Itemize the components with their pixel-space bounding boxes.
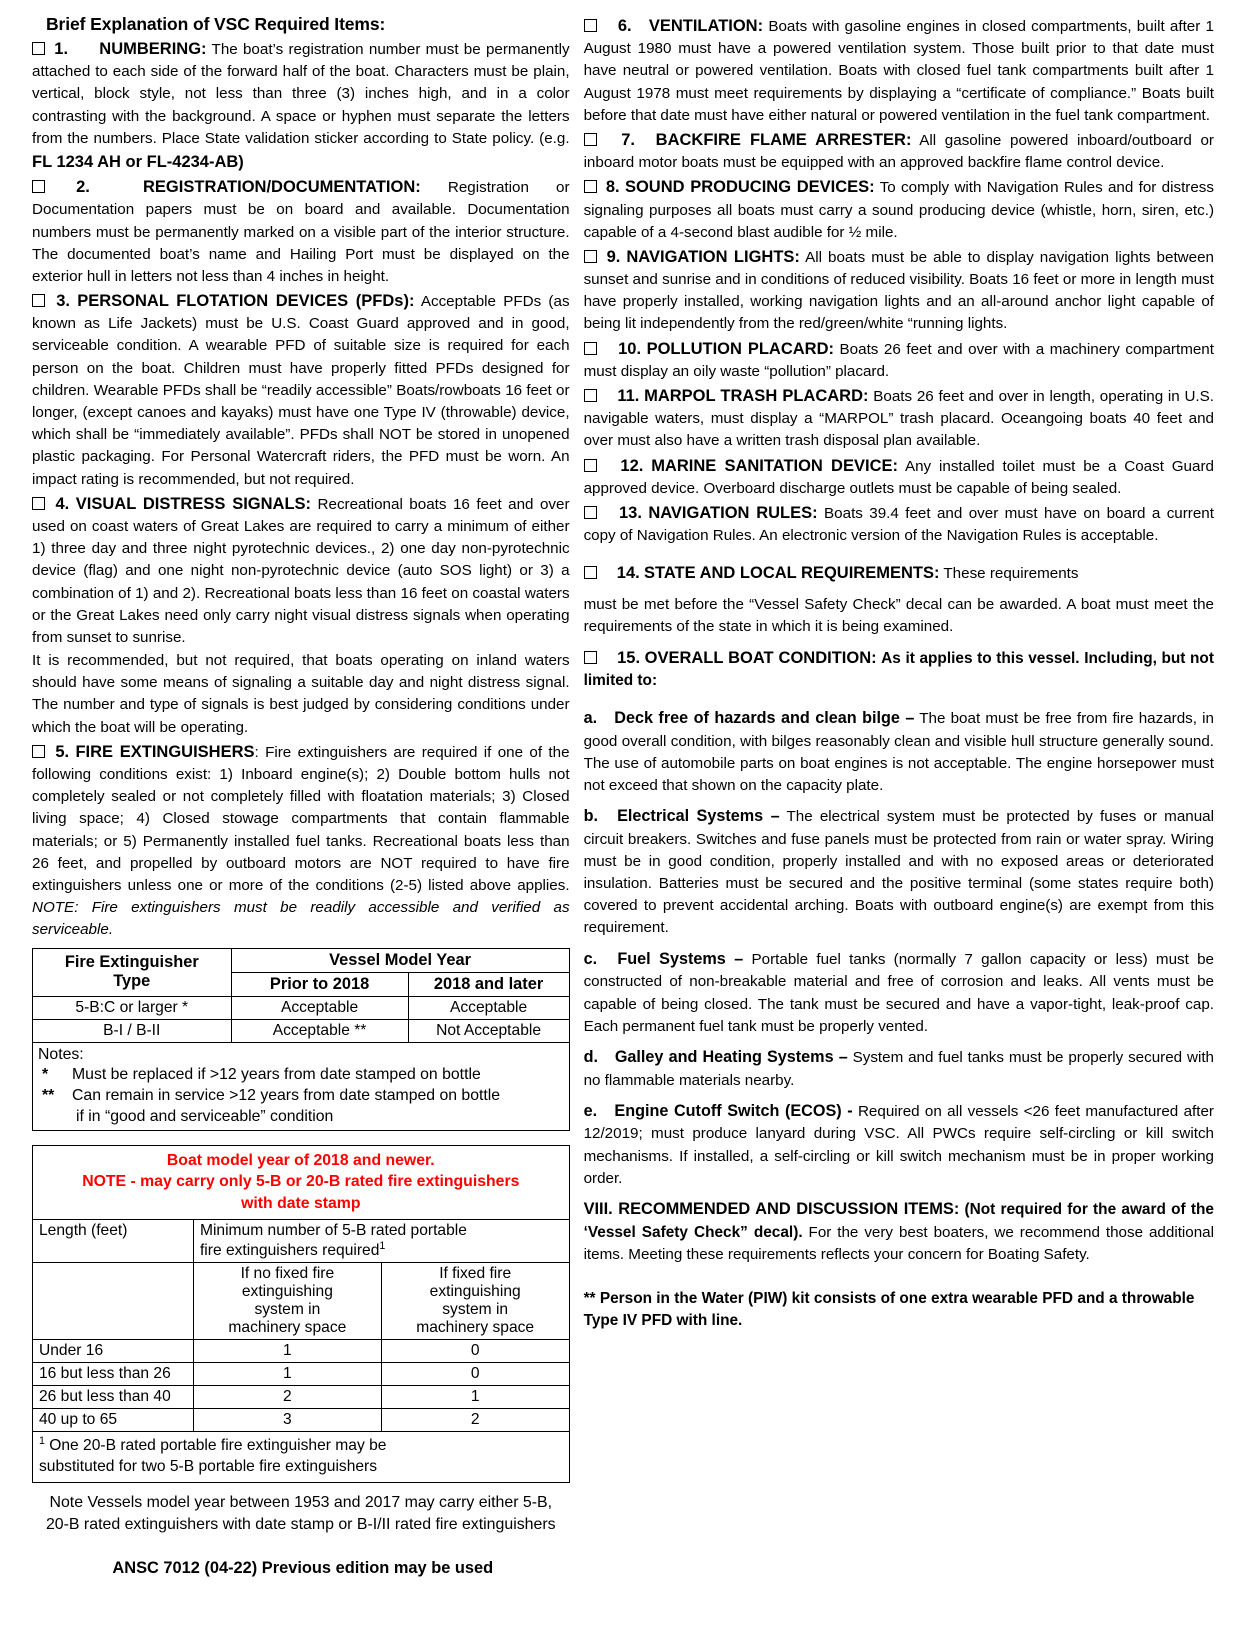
- subitem-b-title: Electrical Systems –: [617, 807, 780, 826]
- item-9-number: 9.: [606, 247, 621, 266]
- item-10-number: 10.: [618, 339, 642, 358]
- subitem-d-title: Galley and Heating Systems –: [614, 1047, 848, 1066]
- item-4-number: 4.: [55, 494, 70, 513]
- subitem-c-title: Fuel Systems –: [617, 949, 744, 968]
- checkbox-item-11[interactable]: [584, 389, 597, 402]
- table-row: [33, 996, 570, 1019]
- item-5-number: 5.: [55, 742, 70, 761]
- minimum-extinguishers-table: [32, 1145, 570, 1483]
- header-vessel-model-year: Vessel Model Year: [231, 948, 569, 972]
- item-4-body-continued: It is recommended, but not required, that boats operating on inland waters should have some means of signaling a suitable day and night distress signal. The number and type of signals is best judged by considering conditions under which the boat will be operating.: [32, 652, 570, 736]
- item-6-body: Boats with gasoline engines in closed compartments, built after 1 August 1980 must have a powered ventilation system. Those built prior to that date must have neutral or powered ventilation. Boats with closed fuel tank compartments built after 1 August 1978 must meet requirements by displaying a “certificate of compliance.” Boats built before that date must have either natural or powered ventilation in the fuel tank compartment.: [583, 18, 1214, 124]
- item-15-title: OVERALL BOAT CONDITION:: [644, 648, 877, 667]
- item-7-title: BACKFIRE FLAME ARRESTER:: [655, 130, 912, 149]
- item-4-body: Recreational boats 16 feet and over used on coast waters of Great Lakes are required to carry a minimum of either 1) three day and three night pyrotechnic devices., 2) one day non-pyrotechnic device (flag) and one night non-pyrotechnic device (auto SOS light) or 3) a combination of 1) and 2). Recreational boats less than 16 feet on coastal waters or the Great Lakes need only carry night visual distress signals when operating from sunset to sunrise.: [32, 495, 570, 646]
- item-12-body: Any installed toilet must be a Coast Guard approved device. Overboard discharge outlets must be capable of being sealed.: [583, 457, 1214, 497]
- item-15-body: As it applies to this vessel. Including, but not limited to:: [583, 649, 1214, 690]
- requirement-item-13: [584, 501, 1214, 547]
- table-row-footnote: [33, 1432, 570, 1483]
- section-viii-body: For the very best boaters, we recommend those additional items. Meeting these requirements reflects your concern for Boating Safety.: [583, 1223, 1214, 1264]
- nofixed-line-1: If no fixed fire: [240, 1265, 335, 1282]
- requirement-item-11: [584, 384, 1214, 453]
- item-1-body: The boat’s registration number must be permanently attached to each side of the forward half of the boat. Characters must be plain, vertical, block style, not less than three (3) inches high, and in a color contrasting with the background. A space or hyphen must separate the letters from the numbers. Place State validation sticker according to State policy. (e.g.: [32, 41, 570, 147]
- requirement-item-14: [584, 561, 1214, 585]
- item-9-title: NAVIGATION LIGHTS:: [626, 247, 800, 266]
- item-6-number: 6.: [617, 17, 632, 35]
- item-2-number: 2.: [76, 178, 90, 197]
- subitem-a: [584, 707, 1214, 797]
- footnote-line-1: One 20-B rated portable fire extinguisher may be: [44, 1437, 387, 1455]
- requirement-item-6: [584, 14, 1214, 127]
- red-line-1: Boat model year of 2018 and newer.: [166, 1151, 435, 1169]
- requirement-item-8: [584, 175, 1214, 244]
- item-11-body: Boats 26 feet and over in length, operating in U.S. navigable waters, must display a “MARPOL” trash placard. Oceangoing boats 40 feet and over must also have a written trash disposal plan available.: [583, 388, 1214, 450]
- item-5-body: : Fire extinguishers are required if one of the following conditions exist: 1) Inboard engine(s); 2) Double bottom hulls not completely sealed or not completely filled with floatation materials; 3) Closed living space; 4) Closed stowage compartments that contain flammable materials; or 5) Permanently installed fuel tanks. Recreational boats less than 26 feet, and propelled by outboard motors are NOT required to have fire extinguishers unless one or more of the conditions (2-5) listed above applies.: [32, 743, 570, 894]
- item-6-title: VENTILATION:: [648, 17, 764, 35]
- fixed-line-1: If fixed fire: [439, 1265, 512, 1282]
- footnote-line-2: substituted for two 5-B portable fire extinguishers: [39, 1458, 378, 1476]
- table-row: [33, 1386, 570, 1409]
- red-warning-header: [33, 1145, 570, 1219]
- page-title: Brief Explanation of VSC Required Items:: [46, 14, 386, 34]
- cell-fixed-2: 1: [381, 1386, 569, 1409]
- form-id-footer: ANSC 7012 (04-22) Previous edition may be used: [112, 1558, 494, 1577]
- item-5-note: NOTE: Fire extinguishers must be readily accessible and verified as serviceable.: [32, 899, 570, 939]
- item-12-number: 12.: [620, 456, 644, 475]
- subitem-d-body: System and fuel tanks must be properly secured with no flammable materials nearby.: [583, 1048, 1214, 1089]
- note-line-2: 20-B rated extinguishers with date stamp or B-I/II rated fire extinguishers: [45, 1516, 556, 1534]
- item-1-example: FL 1234 AH or FL-4234-AB): [32, 152, 244, 171]
- min-line-2-wrap: [200, 1240, 563, 1260]
- nofixed-line-2: extinguishing: [241, 1283, 333, 1300]
- red-line-2: NOTE - may carry only 5-B or 20-B rated fire extinguishers: [82, 1173, 520, 1191]
- requirement-item-9: [584, 245, 1214, 336]
- note-dstar-marker: **: [42, 1087, 55, 1105]
- checkbox-item-3[interactable]: [32, 294, 45, 307]
- checkbox-item-9[interactable]: [584, 250, 597, 263]
- cell-prior-1: Acceptable **: [231, 1019, 408, 1042]
- checkbox-item-14[interactable]: [584, 566, 597, 579]
- checkbox-item-2[interactable]: [32, 180, 45, 193]
- checkbox-item-6[interactable]: [584, 19, 597, 32]
- checkbox-item-15[interactable]: [584, 651, 597, 664]
- subitem-e-title: Engine Cutoff Switch (ECOS) -: [614, 1101, 853, 1120]
- subitem-e: [584, 1100, 1214, 1190]
- requirement-item-12: [584, 454, 1214, 500]
- header-fixed-system: [381, 1263, 569, 1340]
- requirement-item-15: [584, 646, 1214, 693]
- cell-fixed-3: 2: [381, 1409, 569, 1432]
- table-row: [33, 1409, 570, 1432]
- cell-later-1: Not Acceptable: [408, 1019, 569, 1042]
- subitem-b-letter: b.: [583, 807, 598, 826]
- table-row: [33, 1019, 570, 1042]
- requirement-item-3: [32, 289, 570, 491]
- checkbox-item-1[interactable]: [32, 42, 45, 55]
- cell-nofixed-0: 1: [193, 1340, 381, 1363]
- item-11-title: MARPOL TRASH PLACARD:: [644, 387, 869, 405]
- item-14-body: These requirements: [943, 565, 1079, 583]
- table-row-red-header: [33, 1145, 570, 1219]
- item-13-title: NAVIGATION RULES:: [648, 503, 818, 522]
- table-row: [33, 1340, 570, 1363]
- nofixed-line-3: system in: [254, 1301, 321, 1318]
- item-3-title: PERSONAL FLOTATION DEVICES (PFDs):: [77, 292, 415, 311]
- item-1-number: 1.: [54, 40, 69, 58]
- subitem-a-body: The boat must be free from fire hazards, in good overall condition, with bilges reasonably clean and visible hull structure generally sound. The use of automobile parts on boat engines is not acceptable. The engine horsepower must not exceed that shown on the capacity plate.: [583, 709, 1214, 794]
- item-15-number: 15.: [617, 648, 641, 667]
- requirement-item-2: [32, 175, 570, 288]
- subitem-c: [584, 948, 1214, 1038]
- cell-later-0: Acceptable: [408, 996, 569, 1019]
- item-4-title: VISUAL DISTRESS SIGNALS:: [75, 494, 312, 513]
- left-column: [14, 14, 576, 1646]
- subitem-b-body: The electrical system must be protected by fuses or manual circuit breakers. Switches and fuse panels must be protected from rain or water spray. Wiring must be in good condition, properly installed and with no exposed areas or deteriorated insulation. Batteries must be secured and the positive terminal (some states require both) covered to prevent accidental arching. Boats with outboard engine(s) are exempt from this requirement.: [583, 808, 1214, 937]
- note-single-star: [38, 1065, 564, 1086]
- vessels-model-year-note: [32, 1492, 570, 1537]
- section-viii: [584, 1198, 1214, 1267]
- subitem-e-body: Required on all vessels <26 feet manufactured after 12/2019; must produce lanyard during VSC. All PWCs require self-circling or kill switch mechanisms. If installed, a self-circling or kill switch mechanism must be in proper working order.: [583, 1102, 1214, 1187]
- min-line-1: Minimum number of 5-B rated portable: [199, 1221, 467, 1239]
- requirement-item-5: [32, 740, 570, 942]
- cell-type-0: 5-B:C or larger *: [33, 996, 232, 1019]
- header-extinguisher-type: [33, 948, 232, 996]
- checkbox-item-8[interactable]: [584, 180, 597, 193]
- checkbox-item-13[interactable]: [584, 506, 597, 519]
- header-line-2: Type: [113, 972, 151, 990]
- item-11-number: 11.: [617, 387, 640, 405]
- item-9-body: All boats must be able to display navigation lights between sunset and sunrise and in conditions of reduced visibility. Boats 16 feet or more in length must have properly installed, working navigation lights and an all-around anchor light capable of being lit independently from the red/green/white “running lights.: [583, 248, 1214, 333]
- subitem-b: [584, 805, 1214, 940]
- subitem-e-letter: e.: [583, 1101, 598, 1120]
- table-row: [33, 1363, 570, 1386]
- header-length-feet: Length (feet): [33, 1219, 194, 1262]
- subitem-d-letter: d.: [583, 1047, 598, 1066]
- requirement-item-4: [32, 492, 570, 649]
- note-star-text: Must be replaced if >12 years from date stamped on bottle: [72, 1066, 481, 1084]
- cell-length-3: 40 up to 65: [33, 1409, 194, 1432]
- note-double-star: [38, 1086, 564, 1107]
- subitem-c-body: Portable fuel tanks (normally 7 gallon capacity or less) must be constructed of non-breakable material and free of corrosion and leaks. All vents must be capable of being closed. The tank must be secured and have a vapor-tight, leak-proof cap. Each permanent fuel tank must be properly vented.: [583, 950, 1214, 1035]
- cell-length-0: Under 16: [33, 1340, 194, 1363]
- footnote-line-1-wrap: [39, 1434, 563, 1456]
- fixed-line-3: system in: [442, 1301, 509, 1318]
- checkbox-item-10[interactable]: [584, 342, 597, 355]
- table-row-notes: [33, 1042, 570, 1130]
- section-viii-heading: VIII. RECOMMENDED AND DISCUSSION ITEMS:: [583, 1199, 960, 1218]
- subitem-a-letter: a.: [583, 708, 598, 727]
- item-13-body: Boats 39.4 feet and over must have on board a current copy of Navigation Rules. An electronic version of the Navigation Rules is acceptable.: [583, 504, 1214, 545]
- fire-extinguisher-type-table: [32, 948, 570, 1131]
- checkbox-item-5[interactable]: [32, 745, 45, 758]
- section-viii-bold-note: (Not required for the award of the ‘Vessel Safety Check” decal).: [583, 1200, 1214, 1241]
- item-10-body: Boats 26 feet and over with a machinery compartment must display an oily waste “pollution” placard.: [583, 340, 1214, 380]
- item-3-body: Acceptable PFDs (as known as Life Jackets) must be U.S. Coast Guard approved and in good, serviceable condition. A wearable PFD of suitable size is required for each person on the boat. Children must have properly fitted PFDs designed for children. Wearable PFDs shall be “readily accessible” Boats/rowboats 16 feet or longer, (except canoes and kayaks) must have one Type IV (throwable) device, which shall be “immediately available”. PFDs shall NOT be stored in unopened plastic packaging. For Personal Watercraft riders, the PFD must be worn. An impact rating is recommended, but not required.: [32, 293, 570, 488]
- item-8-title: SOUND PRODUCING DEVICES:: [624, 178, 875, 197]
- subitem-a-title: Deck free of hazards and clean bilge –: [614, 708, 915, 727]
- item-1-title: NUMBERING:: [99, 40, 207, 58]
- header-blank: [33, 1263, 194, 1340]
- item-5-title: FIRE EXTINGUISHERS: [75, 742, 255, 761]
- note-dstar-text: Can remain in service >12 years from date stamped on bottle: [72, 1087, 501, 1105]
- note-dstar-text-2: if in “good and serviceable” condition: [76, 1108, 334, 1126]
- note-line-1: Note Vessels model year between 1953 and 2017 may carry either 5-B,: [49, 1493, 553, 1511]
- nofixed-line-4: machinery space: [228, 1319, 347, 1336]
- table-row-subheader-2: [33, 1263, 570, 1340]
- cell-fixed-0: 0: [381, 1340, 569, 1363]
- item-3-number: 3.: [56, 292, 70, 311]
- item-2-body: Registration or Documentation papers must be on board and available. Documentation numbers must be permanently marked on a visible part of the interior structure. The documented boat’s name and Hailing Port must be displayed on the exterior hull in letters not less than 4 inches in height.: [32, 179, 570, 285]
- extinguisher-notes: [33, 1042, 570, 1130]
- table-row-header-1: [33, 948, 570, 972]
- right-column: [576, 14, 1224, 1646]
- cell-nofixed-3: 3: [193, 1409, 381, 1432]
- header-2018-later: 2018 and later: [408, 972, 569, 996]
- item-10-title: POLLUTION PLACARD:: [646, 339, 834, 358]
- requirement-item-10: [584, 337, 1214, 383]
- item-14-number: 14.: [616, 564, 640, 583]
- cell-length-1: 16 but less than 26: [33, 1363, 194, 1386]
- min-line-2: fire extinguishers required: [199, 1242, 380, 1259]
- subitem-c-letter: c.: [583, 949, 598, 968]
- item-2-title: REGISTRATION/DOCUMENTATION:: [143, 178, 421, 197]
- checkbox-item-7[interactable]: [584, 133, 597, 146]
- item-12-title: MARINE SANITATION DEVICE:: [651, 456, 898, 475]
- note-star-marker: *: [42, 1066, 49, 1084]
- min-superscript: 1: [379, 1239, 386, 1252]
- header-line-1: Fire Extinguisher: [64, 953, 199, 971]
- item-14-body-continued: must be met before the “Vessel Safety Check” decal can be awarded. A boat must meet the requirements of the state in which it is being examined.: [583, 595, 1214, 635]
- cell-prior-0: Acceptable: [231, 996, 408, 1019]
- cell-nofixed-1: 1: [193, 1363, 381, 1386]
- item-8-number: 8.: [605, 178, 620, 197]
- checkbox-item-12[interactable]: [584, 459, 597, 472]
- item-7-body: All gasoline powered inboard/outboard or inboard motor boats must be equipped with an approved backfire flame control device.: [583, 131, 1214, 172]
- item-14-title: STATE AND LOCAL REQUIREMENTS:: [643, 564, 940, 583]
- cell-type-1: B-I / B-II: [33, 1019, 232, 1042]
- cell-fixed-1: 0: [381, 1363, 569, 1386]
- cell-nofixed-2: 2: [193, 1386, 381, 1409]
- fixed-line-4: machinery space: [416, 1319, 535, 1336]
- requirement-item-7: [584, 128, 1214, 174]
- minimum-table-footnote: [33, 1432, 570, 1483]
- fixed-line-2: extinguishing: [429, 1283, 521, 1300]
- item-13-number: 13.: [618, 503, 642, 522]
- subitem-d: [584, 1046, 1214, 1092]
- notes-label: Notes:: [38, 1045, 84, 1063]
- header-minimum-number: [193, 1219, 569, 1262]
- item-8-body: To comply with Navigation Rules and for distress signaling purposes all boats must carry a sound producing device (whistle, horn, siren, etc.) capable of a 4-second blast audible for ½ mile.: [583, 179, 1214, 241]
- cell-length-2: 26 but less than 40: [33, 1386, 194, 1409]
- red-line-3: with date stamp: [241, 1194, 361, 1212]
- header-no-fixed-system: [193, 1263, 381, 1340]
- table-row-subheader-1: [33, 1219, 570, 1262]
- requirement-item-1: [32, 37, 570, 174]
- piw-kit-note: ** Person in the Water (PIW) kit consists of one extra wearable PFD and a throwable Type IV PFD with line.: [583, 1289, 1195, 1330]
- item-7-number: 7.: [621, 130, 635, 149]
- checkbox-item-4[interactable]: [32, 497, 45, 510]
- header-prior-2018: Prior to 2018: [231, 972, 408, 996]
- footnote-superscript: 1: [39, 1435, 45, 1447]
